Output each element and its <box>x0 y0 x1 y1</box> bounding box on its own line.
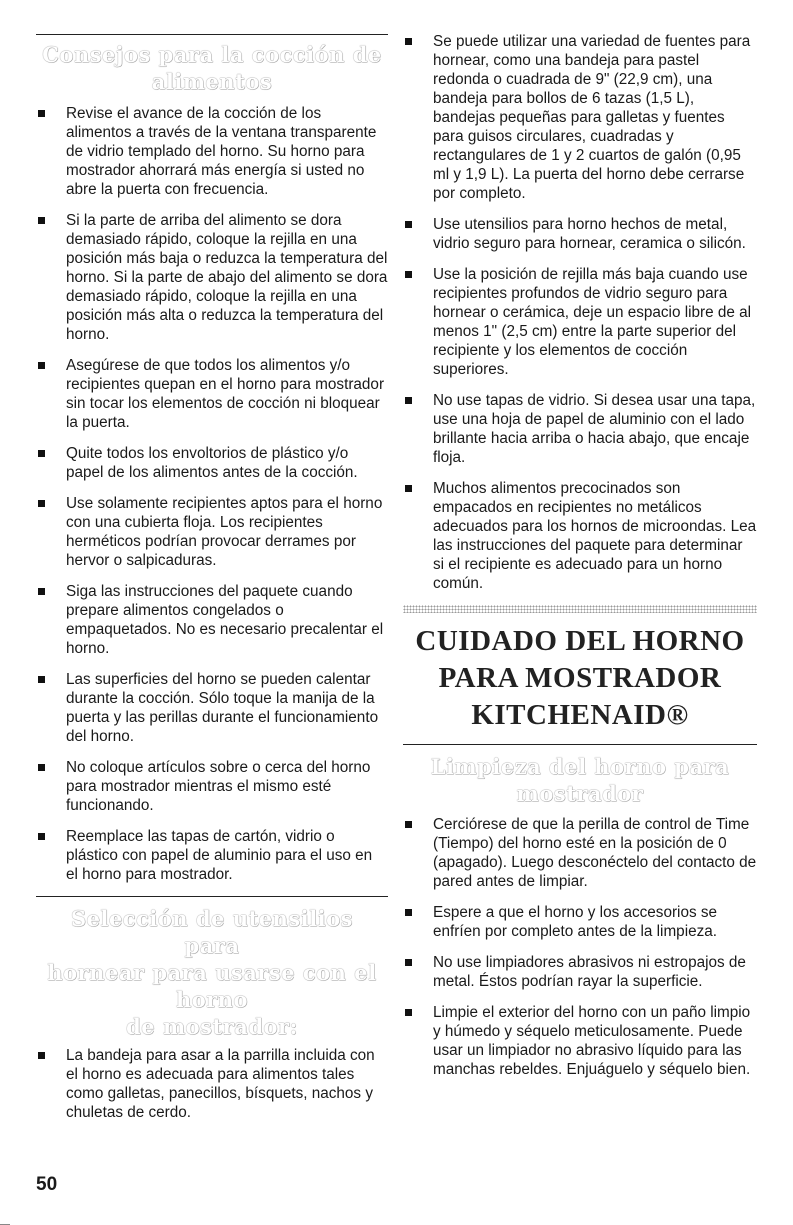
list-item: No use tapas de vidrio. Si desea usar una tapa, use una hoja de papel de aluminio con el lado brillante hacia arriba o hacia abajo, que encaje floja. <box>403 391 757 467</box>
bakeware-heading: Selección de utensilios para hornear para usarse con el horno de mostrador: <box>47 906 377 1039</box>
list-item: Muchos alimentos precocinados son empacados en recipientes no metálicos adecuados para los hornos de microondas. Lea las instrucciones del paquete para determinar si el recipiente es adecuado para un horno común. <box>403 479 757 593</box>
section-rule <box>36 896 388 897</box>
list-item: Se puede utilizar una variedad de fuentes para hornear, como una bandeja para pastel redonda o cuadrada de 9" (22,9 cm), una bandeja para bollos de 6 tazas (1,5 L), bandejas pequeñas para galletas y fuentes para guisos circulares, cuadradas y rectangulares de 1 y 2 cuartos de galón (0,95 ml y 1,9 L). La puerta del horno debe cerrarse por completo. <box>403 32 757 203</box>
bullet-icon <box>405 271 412 278</box>
bullet-icon <box>38 764 45 771</box>
left-column <box>36 0 388 1134</box>
cleaning-list <box>403 815 757 1079</box>
bullet-icon <box>405 959 412 966</box>
bullet-icon <box>38 450 45 457</box>
list-item: Revise el avance de la cocción de los alimentos a través de la ventana transparente de vidrio templado del horno. Su horno para mostrador ahorrará más energía si usted no abre la puerta con frecuencia. <box>36 104 388 199</box>
dotted-divider <box>403 605 757 613</box>
section-rule <box>36 34 388 35</box>
bullet-icon <box>38 676 45 683</box>
list-item: Use solamente recipientes aptos para el horno con una cubierta floja. Los recipientes herméticos podrían provocar derrames por hervor o salpicaduras. <box>36 494 388 570</box>
bullet-icon <box>38 362 45 369</box>
list-item: Las superficies del horno se pueden calentar durante la cocción. Sólo toque la manija de la puerta y las perillas durante el funcionamiento del horno. <box>36 670 388 746</box>
list-item: Quite todos los envoltorios de plástico y/o papel de los alimentos antes de la cocción. <box>36 444 388 482</box>
page-number: 50 <box>36 1174 58 1195</box>
bullet-icon <box>38 110 45 117</box>
cooking-tips-heading: Consejos para la cocción de alimentos <box>42 42 382 94</box>
bullet-icon <box>405 909 412 916</box>
bullet-icon <box>405 485 412 492</box>
bullet-icon <box>38 500 45 507</box>
list-item: No use limpiadores abrasivos ni estropajos de metal. Éstos podrían rayar la superficie. <box>403 953 757 991</box>
bakeware-list <box>36 1046 388 1122</box>
bullet-icon <box>405 38 412 45</box>
list-item: No coloque artículos sobre o cerca del horno para mostrador mientras el mismo esté funcionando. <box>36 758 388 815</box>
oven-care-heading: CUIDADO DEL HORNO PARA MOSTRADOR KITCHENAID® <box>415 625 745 731</box>
bullet-icon <box>405 821 412 828</box>
list-item: Espere a que el horno y los accesorios se enfríen por completo antes de la limpieza. <box>403 903 757 941</box>
bullet-icon <box>38 1052 45 1059</box>
bullet-icon <box>38 217 45 224</box>
right-column <box>403 0 757 1091</box>
list-item: Limpie el exterior del horno con un paño limpio y húmedo y séquelo meticulosamente. Puede usar un limpiador no abrasivo líquido para las manchas rebeldes. Enjuáguelo y séquelo bien. <box>403 1003 757 1079</box>
bullet-icon <box>38 588 45 595</box>
bakeware-list-continued <box>403 32 757 593</box>
cleaning-heading: Limpieza del horno para mostrador <box>430 754 730 806</box>
list-item: Cerciórese de que la perilla de control de Time (Tiempo) del horno esté en la posición de 0 (apagado). Luego desconéctelo del contacto de pared antes de limpiar. <box>403 815 757 891</box>
bullet-icon <box>405 397 412 404</box>
bullet-icon <box>405 1009 412 1016</box>
section-rule <box>403 744 757 745</box>
list-item: Asegúrese de que todos los alimentos y/o recipientes quepan en el horno para mostrador sin tocar los elementos de cocción ni bloquear la puerta. <box>36 356 388 432</box>
list-item: Use utensilios para horno hechos de metal, vidrio seguro para hornear, ceramica o silicón. <box>403 215 757 253</box>
bullet-icon <box>405 221 412 228</box>
list-item: La bandeja para asar a la parrilla incluida con el horno es adecuada para alimentos tales como galletas, panecillos, bísquets, nachos y chuletas de cerdo. <box>36 1046 388 1122</box>
list-item: Use la posición de rejilla más baja cuando use recipientes profundos de vidrio seguro para hornear o cerámica, deje un espacio libre de al menos 1" (2,5 cm) entre la parte superior del recipiente y los elementos de cocción superiores. <box>403 265 757 379</box>
cooking-tips-list <box>36 104 388 884</box>
list-item: Reemplace las tapas de cartón, vidrio o plástico con papel de aluminio para el uso en el horno para mostrador. <box>36 827 388 884</box>
bullet-icon <box>38 833 45 840</box>
list-item: Si la parte de arriba del alimento se dora demasiado rápido, coloque la rejilla en una posición más baja o reduzca la temperatura del horno. Si la parte de abajo del alimento se dora demasiado rápido, coloque la rejilla en una posición más alta o reduzca la temperatura del horno. <box>36 211 388 344</box>
list-item: Siga las instrucciones del paquete cuando prepare alimentos congelados o empaquetados. No es necesario precalentar el horno. <box>36 582 388 658</box>
